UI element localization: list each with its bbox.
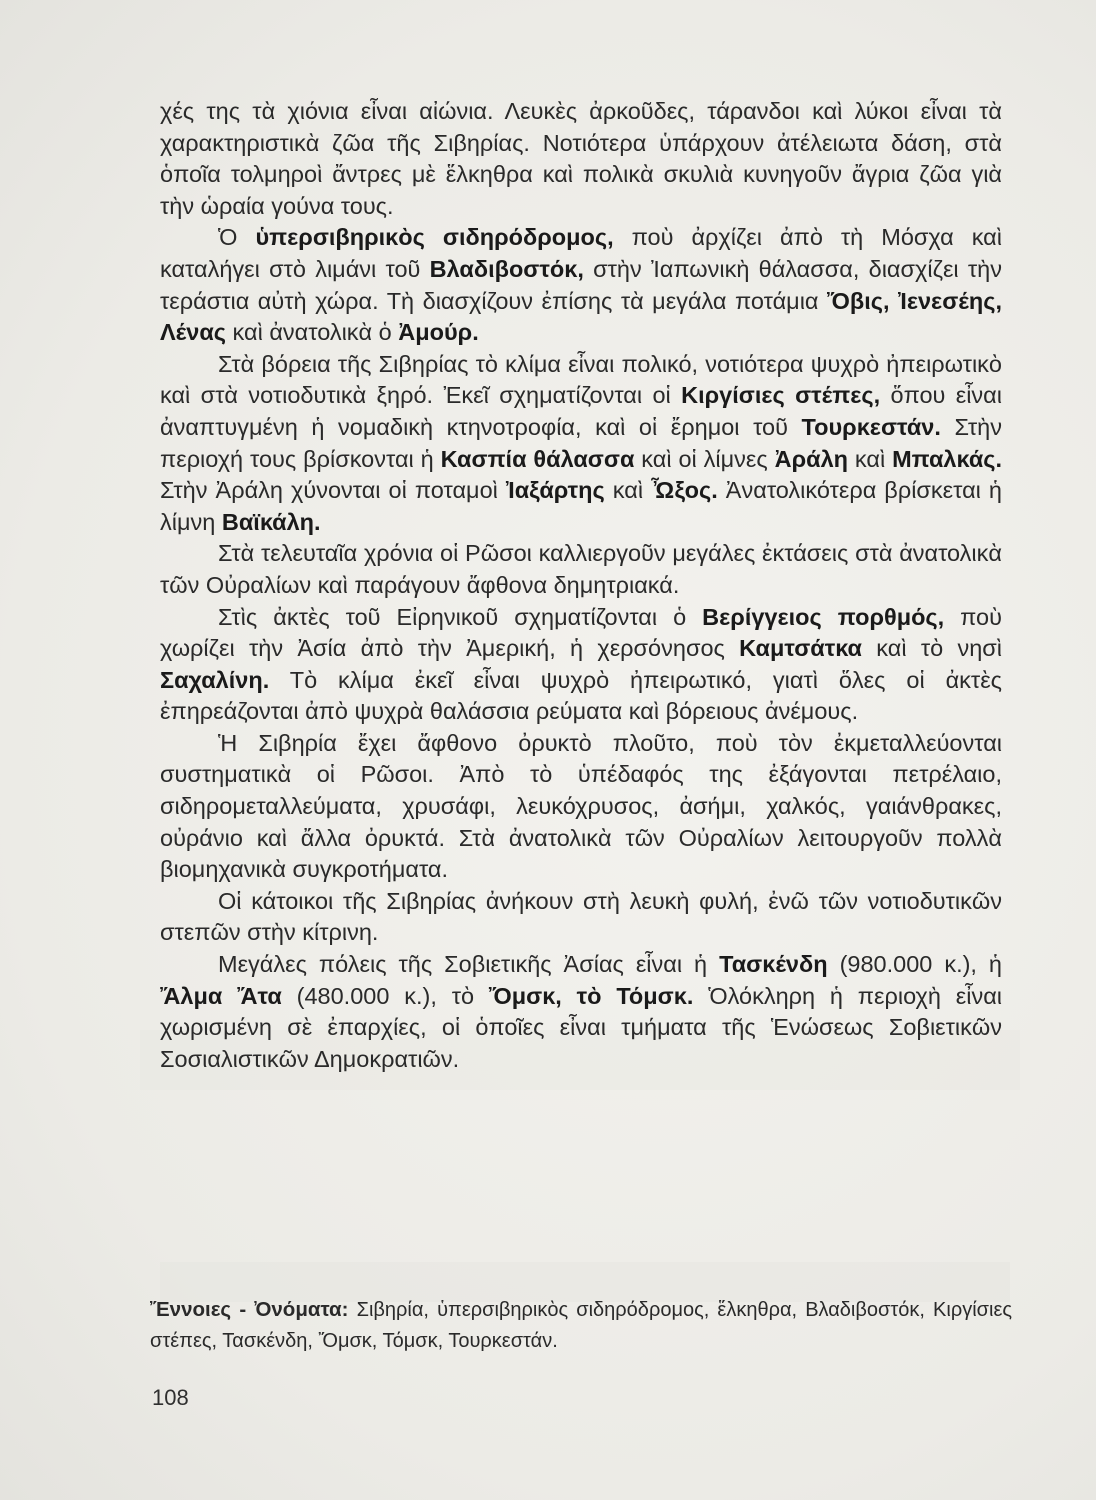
terms-section (150, 1294, 1012, 1357)
bold-term: Ὦξος. (651, 477, 718, 504)
bold-term: Βερίγγειος πορθμός, (702, 603, 945, 630)
bold-term: ὑπερσιβηρικὸς σιδηρόδρομος, (255, 224, 614, 251)
terms-list: Σιβηρία, ὑπερσιβηρικὸς σιδηρόδρομος, ἕλκηθρα, Βλαδιβοστόκ, Κιργίσιες στέπες, Τασκένδη, Ὄμσκ, Τόμσκ, Τουρκεστάν. (150, 1299, 1012, 1352)
text-run: καὶ τὸ νησὶ (862, 635, 1002, 662)
text-run: ποὺ ἀρχίζει ἀπὸ τὴ Μόσχα καὶ καταλήγει στὸ λιμάνι τοῦ (160, 224, 1002, 282)
paragraph (160, 222, 1002, 348)
text-run: Τὸ κλίμα ἐκεῖ εἶναι ψυχρὸ ἠπειρωτικό, γιατὶ ὅλες οἱ ἀκτὲς ἐπηρεάζονται ἀπὸ ψυχρὰ θαλάσσια ρεύματα καὶ βόρειους ἀνέμους. (160, 666, 1002, 725)
bold-term: Ἰαξάρτης (505, 477, 605, 504)
bold-term: Ὄβις, Ἰενεσέης, Λένας (160, 287, 1002, 346)
bold-term: Μπαλκάς. (892, 445, 1003, 472)
text-run: Ἀνατολικότερα βρίσκεται ἡ λίμνη (160, 477, 1002, 535)
bold-term: Βλαδιβοστόκ, (429, 255, 584, 282)
text-run: Οἱ κάτοικοι τῆς Σιβηρίας ἀνήκουν στὴ λευκὴ φυλή, ἐνῶ τῶν νοτιοδυτικῶν στεπῶν στὴν κίτρινη. (160, 887, 1002, 946)
bold-term: Βαϊκάλη. (221, 508, 321, 535)
text-run: Στὴν περιοχή τους βρίσκονται ἡ (160, 413, 1002, 472)
text-run: ὅπου εἶναι ἀναπτυγμένη ἡ νομαδικὴ κτηνοτροφία, καὶ οἱ ἔρημοι τοῦ (160, 382, 1002, 440)
terms-label: Ἔννοιες - Ὀνόματα: (150, 1298, 349, 1321)
paragraph (160, 949, 1002, 1075)
text-run: Στὰ βόρεια τῆς Σιβηρίας τὸ κλίμα εἶναι πολικό, νοτιότερα ψυχρὸ ἠπειρωτικὸ καὶ στὰ νοτιοδυτικὰ ξηρό. Ἐκεῖ σχηματίζονται οἱ (160, 350, 1002, 409)
text-run: καὶ ἀνατολικὰ ὁ (226, 319, 399, 346)
bold-term: Ὄμσκ, τὸ Τόμσκ. (488, 982, 694, 1009)
body-text (160, 96, 1002, 1075)
text-run: στὴν Ἰαπωνικὴ θάλασσα, διασχίζει τὴν τεράστια αὐτὴ χώρα. Τὴ διασχίζουν ἐπίσης τὰ μεγάλα ποτάμια (160, 255, 1002, 314)
text-run: Ἡ Σιβηρία ἔχει ἄφθονο ὀρυκτὸ πλοῦτο, ποὺ τὸν ἐκμεταλλεύονται συστηματικὰ οἱ Ρῶσοι. Ἀπὸ τὸ ὑπέδαφός της ἐξάγονται πετρέλαιο, σιδηρομεταλλεύματα, χρυσάφι, λευκόχρυσος, ἀσήμι, χαλκός, γαιάνθρακες, οὐράνιο καὶ ἄλλα ὀρυκτά. Στὰ ἀνατολικὰ τῶν Οὐραλίων λειτουργοῦν πολλὰ βιομηχανικὰ συγκροτήματα. (160, 729, 1002, 883)
text-run: (980.000 κ.), ἡ (827, 951, 1002, 978)
text-run: Στὶς ἀκτὲς τοῦ Εἰρηνικοῦ σχηματίζονται ὁ (218, 603, 703, 630)
text-run: Στὰ τελευταῖα χρόνια οἱ Ρῶσοι καλλιεργοῦν μεγάλες ἐκτάσεις στὰ ἀνατολικὰ τῶν Οὐραλίων καὶ παράγουν ἄφθονα δημητριακά. (160, 540, 1002, 598)
text-run: καὶ (848, 445, 893, 472)
text-run: καὶ (604, 477, 652, 504)
text-run: Ὁ (218, 224, 256, 251)
bold-term: Ἀράλη (774, 445, 848, 472)
paragraph (160, 728, 1002, 886)
page-number: 108 (152, 1385, 189, 1410)
bold-term: Σαχαλίνη. (160, 666, 270, 693)
text-run: ποὺ χωρίζει τὴν Ἀσία ἀπὸ τὴν Ἀμερική, ἡ χερσόνησος (160, 603, 1002, 662)
paragraph (160, 349, 1002, 539)
bold-term: Κιργίσιες στέπες, (681, 382, 881, 409)
text-run: Στὴν Ἀράλη χύνονται οἱ ποταμοὶ (160, 477, 506, 504)
bold-term: Ἄλμα Ἄτα (160, 982, 282, 1009)
text-run: (480.000 κ.), τὸ (281, 982, 489, 1009)
text-run: χές της τὰ χιόνια εἶναι αἰώνια. Λευκὲς ἀρκοῦδες, τάρανδοι καὶ λύκοι εἶναι τὰ χαρακτηριστικὰ ζῶα τῆς Σιβηρίας. Νοτιότερα ὑπάρχουν ἀτέλειωτα δάση, στὰ ὁποῖα τολμηροὶ ἄντρες μὲ ἕλκηθρα καὶ πολικὰ σκυλιὰ κυνηγοῦν ἄγρια ζῶα γιὰ τὴν ὡραία γούνα τους. (160, 98, 1002, 219)
bold-term: Ἀμούρ. (398, 319, 479, 346)
bold-term: Τουρκεστάν. (801, 413, 941, 440)
bold-term: Κασπία θάλασσα (440, 445, 635, 472)
text-run: Μεγάλες πόλεις τῆς Σοβιετικῆς Ἀσίας εἶναι ἡ (218, 951, 720, 978)
text-run: Ὁλόκληρη ἡ περιοχὴ εἶναι χωρισμένη σὲ ἐπαρχίες, οἱ ὁποῖες εἶναι τμήματα τῆς Ἑνώσεως Σοβιετικῶν Σοσιαλιστικῶν Δημοκρατιῶν. (160, 982, 1002, 1072)
paragraph (160, 886, 1002, 949)
paragraph (160, 602, 1002, 728)
text-run: καὶ οἱ λίμνες (634, 445, 775, 472)
paragraph (160, 538, 1002, 601)
bold-term: Καμτσάτκα (739, 635, 862, 662)
bold-term: Τασκένδη (719, 951, 828, 978)
paragraph (160, 96, 1002, 222)
